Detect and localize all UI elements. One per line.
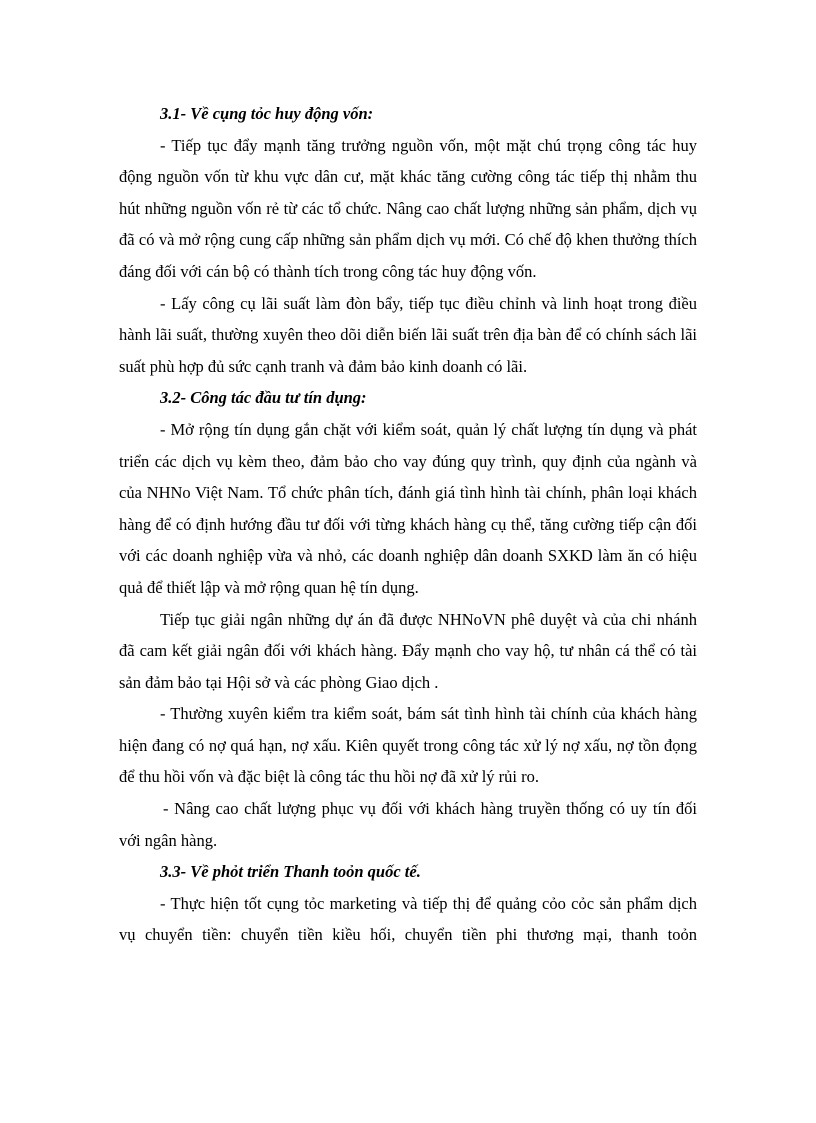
paragraph-interest-rate: - Lấy công cụ lãi suất làm đòn bẩy, tiếp tục điều chỉnh và linh hoạt trong điều hành lãi suất, thường xuyên theo dõi diễn biến lãi suất trên địa bàn để có chính sách lãi suất phù hợp đủ sức cạnh tranh và đảm bảo kinh doanh có lãi. bbox=[119, 293, 697, 376]
section-heading-3-2: 3.2- Công tác đầu tư tín dụng: bbox=[160, 388, 367, 408]
section-heading-3-1: 3.1- Về cụng tỏc huy động vốn: bbox=[160, 104, 374, 123]
document-body bbox=[119, 98, 697, 951]
paragraph-capital-mobilization: - Tiếp tục đẩy mạnh tăng trưởng nguồn vốn, một mặt chú trọng công tác huy động nguồn vốn từ khu vực dân cư, mặt khác tăng cường công tác tiếp thị nhằm thu hút những nguồn vốn rẻ từ các tổ chức. Nâng cao chất lượng những sản phẩm, dịch vụ đã có và mở rộng cung cấp những sản phẩm dịch vụ mới. Có chế độ khen thưởng thích đáng đối với cán bộ có thành tích trong công tác huy động vốn. bbox=[119, 135, 697, 281]
paragraph-service-quality: - Nâng cao chất lượng phục vụ đối với khách hàng truyền thống có uy tín đối với ngân hàng. bbox=[119, 799, 697, 850]
paragraph-credit-expansion: - Mở rộng tín dụng gắn chặt với kiểm soát, quản lý chất lượng tín dụng và phát triển các dịch vụ kèm theo, đảm bảo cho vay đúng quy trình, quy định của ngành và của NHNo Việt Nam. Tổ chức phân tích, đánh giá tình hình tài chính, phân loại khách hàng để có định hướng đầu tư đối với từng khách hàng cụ thể, tăng cường tiếp cận đối với các doanh nghiệp vừa và nhỏ, các doanh nghiệp dân doanh SXKD làm ăn có hiệu quả để thiết lập và mở rộng quan hệ tín dụng. bbox=[119, 419, 697, 597]
paragraph-international-payment: - Thực hiện tốt cụng tỏc marketing và tiếp thị để quảng cỏo cỏc sản phẩm dịch vụ chuyển tiền: chuyển tiền kiều hối, chuyển tiền phi thương mại, thanh toỏn bbox=[119, 893, 697, 945]
section-heading-3-3: 3.3- Về phỏt triển Thanh toỏn quốc tế. bbox=[160, 862, 421, 882]
paragraph-disbursement: Tiếp tục giải ngân những dự án đã được NHNoVN phê duyệt và của chi nhánh đã cam kết giải ngân đối với khách hàng. Đẩy mạnh cho vay hộ, tư nhân cá thể có tài sản đảm bảo tại Hội sở và các phòng Giao dịch . bbox=[119, 609, 697, 692]
paragraph-debt-control: - Thường xuyên kiểm tra kiểm soát, bám sát tình hình tài chính của khách hàng hiện đang có nợ quá hạn, nợ xấu. Kiên quyết trong công tác xử lý nợ xấu, nợ tồn đọng để thu hồi vốn và đặc biệt là công tác thu hồi nợ đã xử lý rủi ro. bbox=[119, 704, 697, 787]
